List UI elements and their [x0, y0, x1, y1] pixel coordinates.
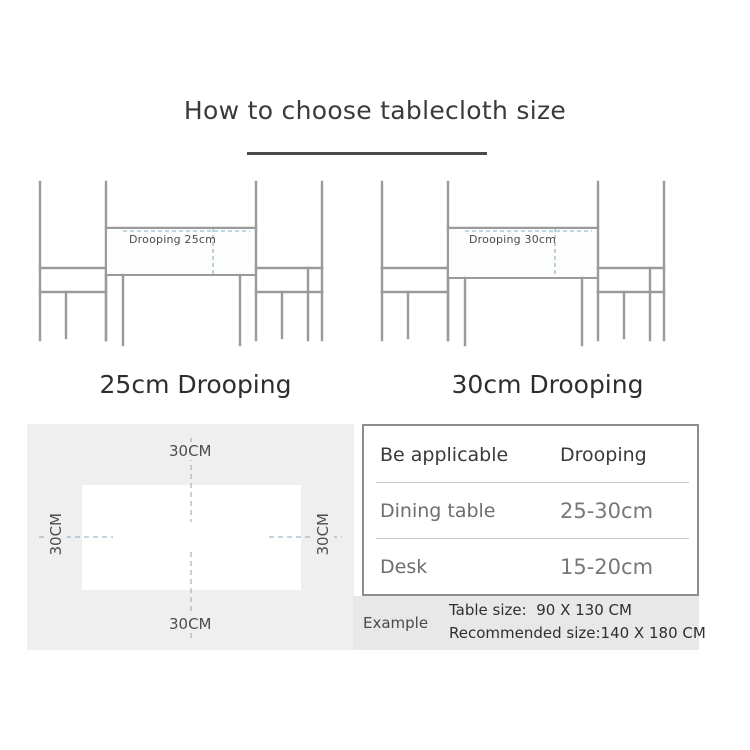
title-underline — [247, 152, 487, 155]
example-panel — [353, 596, 706, 650]
row-dining-table-label: Dining table — [380, 499, 496, 522]
example-recommended-size: Recommended size:140 X 180 CM — [449, 624, 706, 642]
table-row — [364, 482, 697, 539]
cloth-bottom-label: 30CM — [169, 615, 212, 633]
applicability-table — [362, 424, 699, 596]
scene-30-overlay-label: Drooping 30cm — [469, 233, 557, 246]
scene-30-caption: 30cm Drooping — [451, 370, 644, 399]
example-table-size: Table size: 90 X 130 CM — [449, 601, 632, 619]
table-header-applicable: Be applicable — [380, 443, 509, 466]
scene-30-illustration — [370, 170, 725, 370]
scene-25-illustration — [18, 170, 373, 370]
row-desk-value: 15-20cm — [560, 554, 654, 579]
scene-30cm-drooping — [370, 170, 725, 370]
table-header-row — [364, 426, 697, 483]
scene-25-caption: 25cm Drooping — [99, 370, 292, 399]
scene-25cm-drooping — [18, 170, 373, 370]
row-dining-table-value: 25-30cm — [560, 498, 654, 523]
row-desk-label: Desk — [380, 555, 428, 578]
example-label: Example — [363, 614, 429, 632]
table-row — [364, 538, 697, 595]
scene-25-overlay-label: Drooping 25cm — [129, 233, 217, 246]
page-title: How to choose tablecloth size — [183, 96, 567, 125]
table-header-drooping: Drooping — [560, 443, 647, 466]
cloth-right-label: 30CM — [314, 513, 332, 556]
cloth-left-label: 30CM — [47, 513, 65, 556]
cloth-top-label: 30CM — [169, 442, 212, 460]
